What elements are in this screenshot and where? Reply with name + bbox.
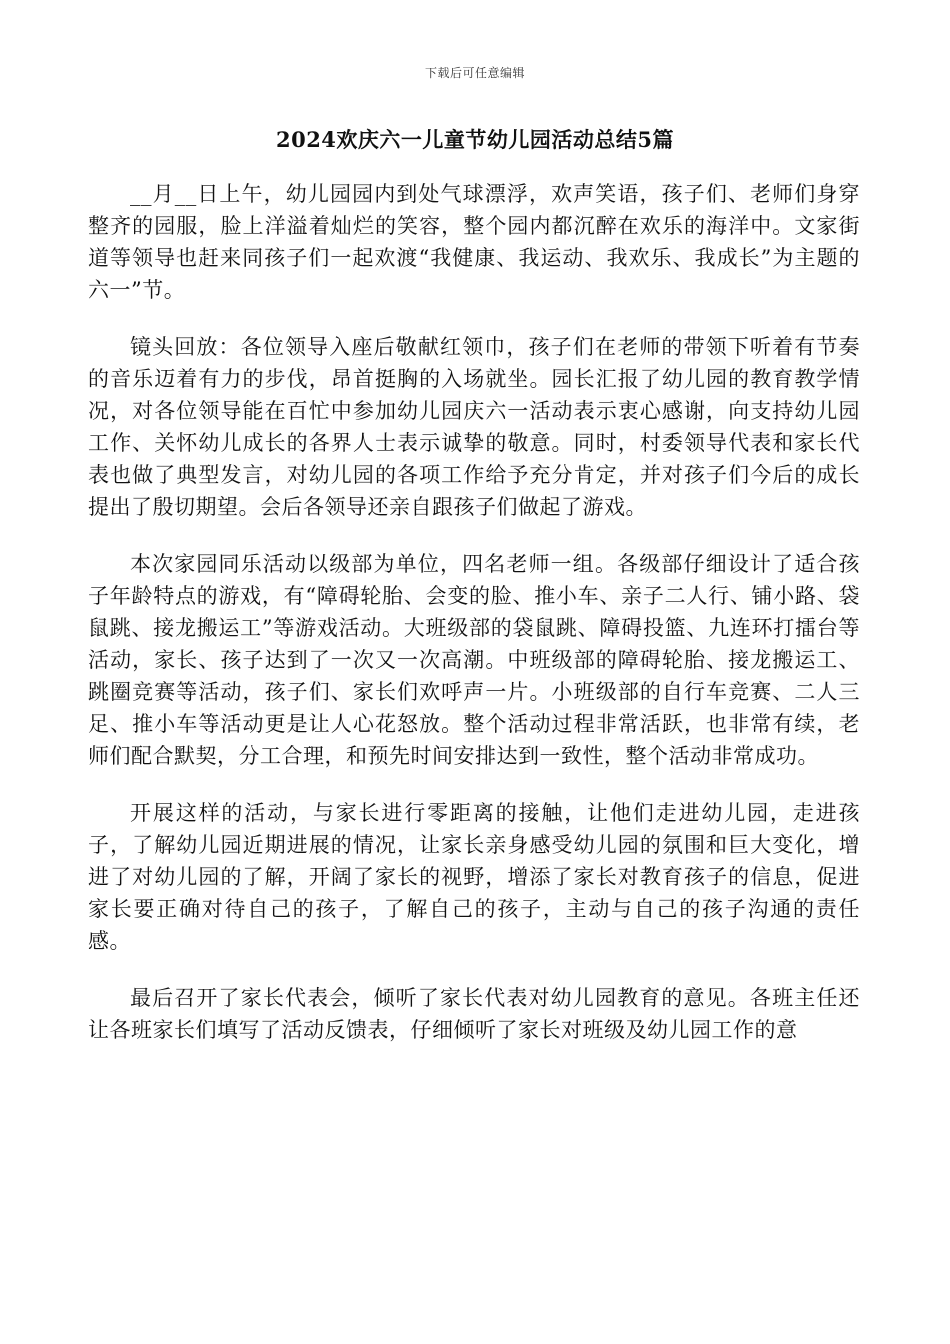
paragraph: 镜头回放：各位领导入座后敬献红领巾，孩子们在老师的带领下听着有节奏的音乐迈着有力的步伐，昂首挺胸的入场就坐。园长汇报了幼儿园的教育教学情况，对各位领导能在百忙中参加幼儿园庆六一活动表示衷心感谢，向支持幼儿园工作、关怀幼儿成长的各界人士表示诚挚的敬意。同时，村委领导代表和家长代表也做了典型发言，对幼儿园的各项工作给予充分肯定，并对孩子们今后的成长提出了殷切期望。会后各领导还亲自跟孩子们做起了游戏。 bbox=[88, 335, 860, 519]
paragraph: 开展这样的活动，与家长进行零距离的接触，让他们走进幼儿园，走进孩子，了解幼儿园近期进展的情况，让家长亲身感受幼儿园的氛围和巨大变化，增进了对幼儿园的了解，开阔了家长的视野，增添了家长对教育孩子的信息，促进家长要正确对待自己的孩子，了解自己的孩子，主动与自己的孩子沟通的责任感。 bbox=[88, 801, 860, 953]
document-body bbox=[88, 178, 860, 1071]
header-note: 下载后可任意编辑 bbox=[424, 66, 525, 80]
document-title: 2024欢庆六一儿童节幼儿园活动总结5篇 bbox=[275, 127, 675, 152]
paragraph: __月__日上午，幼儿园园内到处气球漂浮，欢声笑语，孩子们、老师们身穿整齐的园服，脸上洋溢着灿烂的笑容，整个园内都沉醉在欢乐的海洋中。文家街道等领导也赶来同孩子们一起欢渡“我健康、我运动、我欢乐、我成长”为主题的六一”节。 bbox=[88, 182, 860, 302]
paragraph: 最后召开了家长代表会，倾听了家长代表对幼儿园教育的意见。各班主任还让各班家长们填写了活动反馈表，仔细倾听了家长对班级及幼儿园工作的意 bbox=[88, 986, 860, 1042]
paragraph: 本次家园同乐活动以级部为单位，四名老师一组。各级部仔细设计了适合孩子年龄特点的游戏，有“障碍轮胎、会变的脸、推小车、亲子二人行、铺小路、袋鼠跳、接龙搬运工”等游戏活动。大班级部的袋鼠跳、障碍投篮、九连环打擂台等活动，家长、孩子达到了一次又一次高潮。中班级部的障碍轮胎、接龙搬运工、跳圈竞赛等活动，孩子们、家长们欢呼声一片。小班级部的自行车竞赛、二人三足、推小车等活动更是让人心花怒放。整个活动过程非常活跃，也非常有续，老师们配合默契，分工合理，和预先时间安排达到一致性，整个活动非常成功。 bbox=[88, 552, 860, 768]
